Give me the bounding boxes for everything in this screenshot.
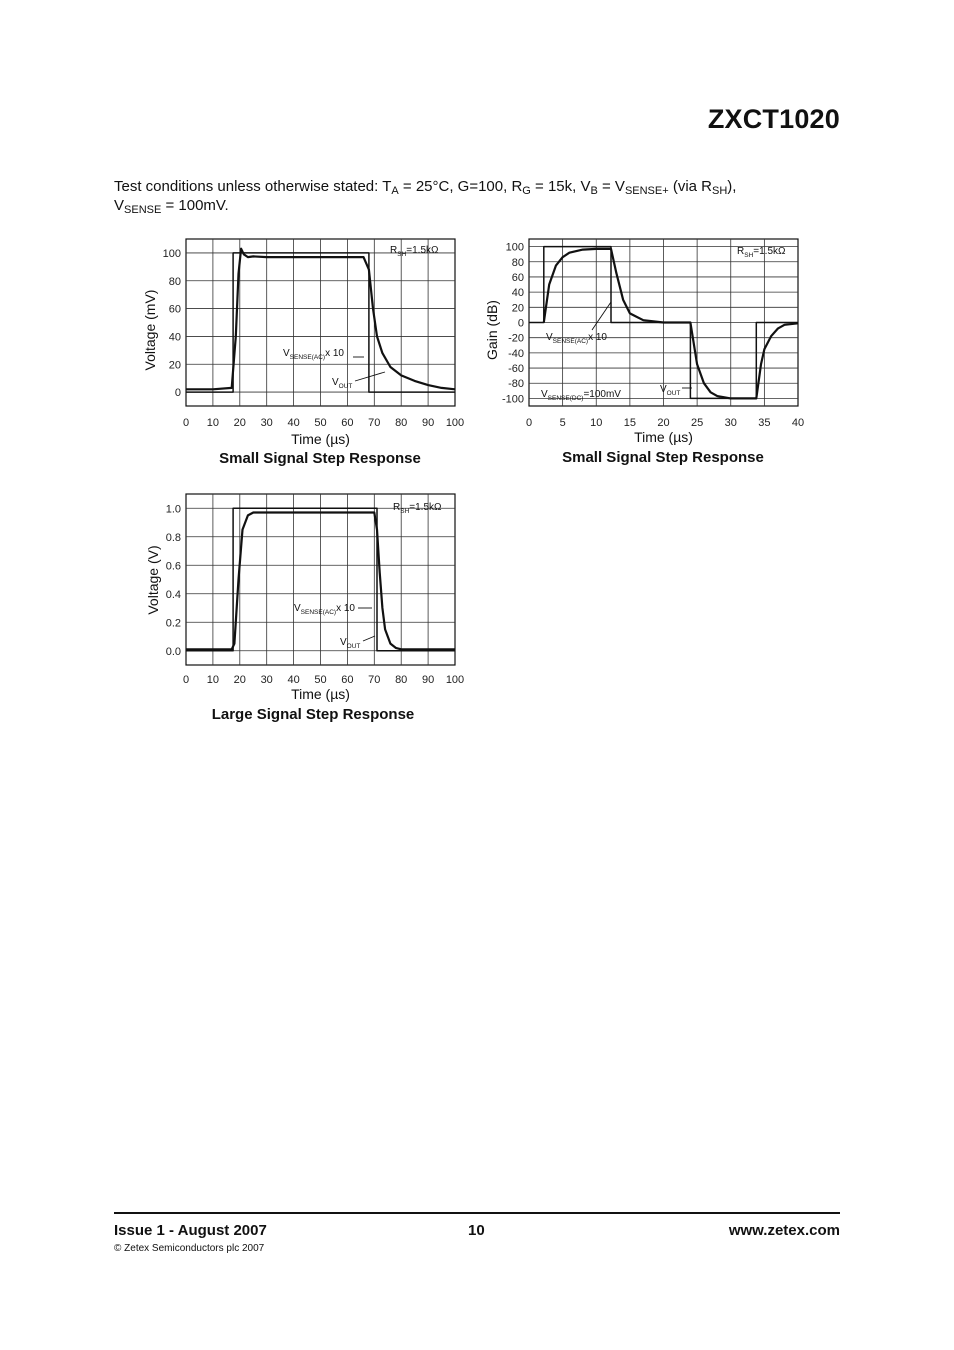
y-tick-label: 1.0 [165, 503, 181, 516]
x-tick-label: 0 [182, 674, 190, 686]
y-axis-label: Voltage (mV) [142, 289, 158, 371]
x-tick-label: 100 [445, 674, 465, 686]
x-tick-label: 20 [233, 417, 246, 429]
vout-annotation: $V_{OUT}$ [340, 637, 361, 650]
y-tick-label: -40 [508, 347, 524, 360]
y-tick-label: -80 [508, 378, 524, 391]
x-tick-label: 40 [287, 417, 300, 429]
x-tick-label: 60 [341, 674, 354, 686]
x-tick-label: 70 [368, 417, 381, 429]
y-tick-label: 60 [511, 271, 524, 284]
y-tick-label: 20 [168, 359, 181, 372]
y-tick-label: 0 [174, 387, 181, 400]
y-tick-label: 0.8 [165, 531, 181, 544]
x-axis-label: Time (µs) [291, 686, 350, 702]
test-conditions: Test conditions unless otherwise stated: $T_A = 25^\circ C$, G=100, $R_G = 15k$, $V_B = V_{SENSE+}$ (via $R_{SH}$), $V_{SENSE} = 100mV$. [114, 178, 737, 216]
x-axis-label: Time (µs) [634, 429, 693, 445]
rsh-annotation: $R_{SH}=1.5k\Omega$ [393, 502, 442, 515]
y-tick-label: -100 [501, 393, 524, 406]
y-axis-label: Voltage (V) [145, 545, 161, 615]
y-tick-label: 60 [168, 303, 181, 316]
x-tick-label: 50 [314, 417, 327, 429]
y-tick-label: 100 [162, 247, 181, 260]
x-tick-label: 15 [623, 417, 636, 429]
y-tick-label: 0 [517, 317, 524, 330]
x-tick-label: 40 [791, 417, 805, 429]
x-axis-label: Time (µs) [291, 431, 350, 447]
y-tick-label: 0.6 [165, 560, 181, 573]
y-tick-label: 0.2 [165, 617, 181, 630]
vout-annotation: $V_{OUT}$ [660, 384, 681, 397]
x-tick-label: 40 [287, 674, 300, 686]
x-tick-label: 20 [657, 417, 670, 429]
x-tick-label: 10 [590, 417, 603, 429]
x-tick-label: 20 [233, 674, 246, 686]
x-tick-label: 0 [182, 417, 190, 429]
chart-caption: Small Signal Step Response [562, 449, 764, 466]
x-tick-label: 10 [206, 417, 220, 429]
document-title: ZXCT1020 [707, 104, 840, 134]
x-tick-label: 25 [691, 417, 704, 429]
vout-pointer [363, 636, 375, 641]
x-tick-label: 10 [206, 674, 220, 686]
plot-area [145, 494, 464, 723]
y-tick-label: 40 [511, 287, 524, 300]
vsense-annotation: $V_{SENSE(AC)}x$ 10 [546, 332, 607, 345]
x-tick-label: 90 [421, 674, 435, 686]
vsense-annotation: $V_{SENSE(AC)}x$ 10 [283, 348, 344, 361]
x-tick-label: 0 [525, 417, 533, 429]
vsense-dc-annotation: $V_{SENSE(DC)}=100mV$ [541, 389, 621, 402]
y-tick-label: 20 [511, 302, 524, 315]
x-tick-label: 30 [260, 417, 273, 429]
chart-caption: Large Signal Step Response [211, 706, 415, 723]
x-tick-label: 50 [314, 674, 327, 686]
y-tick-label: 0.4 [165, 588, 181, 601]
rsh-annotation: $R_{SH}=1.5k\Omega$ [737, 246, 786, 259]
footer-issue: Issue 1 - August 2007 [114, 1222, 267, 1239]
y-tick-label: 0.0 [165, 645, 181, 658]
y-tick-label: 80 [511, 256, 524, 269]
x-tick-label: 5 [559, 417, 566, 429]
x-tick-label: 30 [724, 417, 737, 429]
footer-rule [114, 1212, 840, 1214]
y-tick-label: 100 [505, 241, 524, 254]
x-tick-label: 80 [395, 417, 408, 429]
y-tick-label: -60 [508, 363, 524, 376]
x-tick-label: 80 [395, 674, 408, 686]
rsh-annotation: $R_{SH}=1.5k\Omega$ [390, 245, 439, 258]
y-tick-label: 40 [168, 331, 181, 344]
vout-annotation: $V_{OUT}$ [332, 377, 353, 390]
footer-url[interactable]: www.zetex.com [728, 1222, 840, 1239]
x-tick-label: 100 [445, 417, 465, 429]
y-tick-label: -20 [508, 332, 524, 345]
y-axis-label: Gain (dB) [484, 300, 500, 360]
x-tick-label: 90 [421, 417, 435, 429]
vsense-annotation: $V_{SENSE(AC)}x$ 10 [294, 603, 355, 616]
x-tick-label: 35 [758, 417, 771, 429]
chart-caption: Small Signal Step Response [219, 450, 421, 467]
x-tick-label: 30 [260, 674, 273, 686]
y-tick-label: 80 [168, 275, 181, 288]
x-tick-label: 70 [368, 674, 381, 686]
x-tick-label: 60 [341, 417, 354, 429]
grid-lines [186, 494, 455, 665]
footer-copyright: © Zetex Semiconductors plc 2007 [114, 1243, 265, 1254]
footer-page-number: 10 [468, 1222, 485, 1239]
